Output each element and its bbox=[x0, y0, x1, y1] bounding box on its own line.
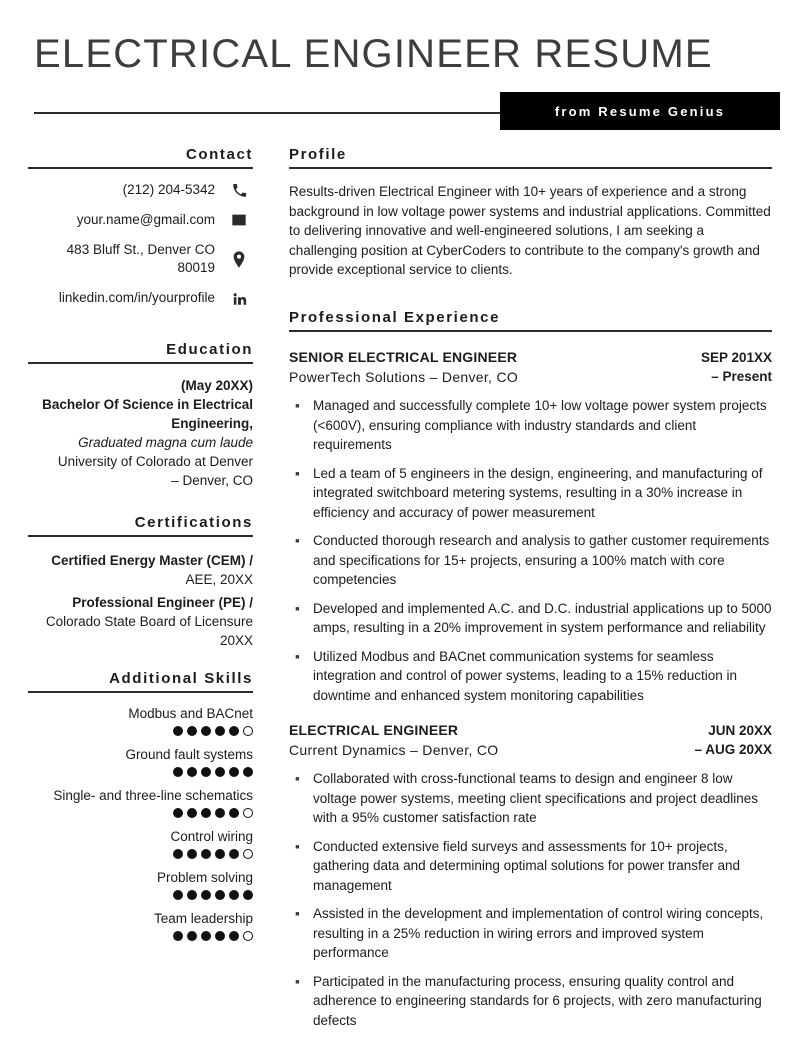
skill-rating bbox=[28, 849, 253, 859]
skill-dot-filled bbox=[173, 849, 183, 859]
skill-item bbox=[28, 828, 253, 859]
skill-label: Single- and three-line schematics bbox=[53, 788, 253, 803]
skills-list bbox=[28, 705, 253, 941]
bullet-square-icon: ▪ bbox=[295, 398, 300, 413]
bullet-square-icon: ▪ bbox=[295, 600, 300, 616]
skill-rating bbox=[28, 890, 253, 900]
skill-dot-filled bbox=[173, 890, 183, 900]
bullet-text: Conducted extensive field surveys and assessments for 10+ projects, gathering data and determining optimal solutions for power transfer and management bbox=[313, 838, 741, 893]
job-dates bbox=[680, 721, 772, 759]
contact-item-linkedin[interactable] bbox=[28, 289, 253, 307]
bullet-item bbox=[289, 904, 772, 963]
skill-dot-filled bbox=[201, 931, 211, 941]
education-heading: Education bbox=[28, 341, 253, 364]
skill-dot-empty bbox=[243, 808, 253, 818]
bullet-text: Developed and implemented A.C. and D.C. industrial applications up to 5000 amps, resulting in a 20% improvement in system performance and reliability bbox=[313, 600, 772, 635]
job-company: Current Dynamics – Denver, CO bbox=[289, 742, 499, 758]
experience-jobs bbox=[289, 348, 772, 1030]
education-location: – Denver, CO bbox=[171, 473, 253, 488]
skill-dot-filled bbox=[187, 726, 197, 736]
profile-heading: Profile bbox=[289, 146, 772, 169]
spacer bbox=[28, 654, 253, 670]
skill-dot-filled bbox=[229, 808, 239, 818]
skill-item bbox=[28, 869, 253, 900]
skill-rating bbox=[28, 767, 253, 777]
skill-dot-filled bbox=[187, 849, 197, 859]
profile-section bbox=[289, 146, 772, 280]
skill-dot-filled bbox=[187, 890, 197, 900]
job-date-end: – Present bbox=[711, 369, 772, 384]
skill-dot-filled bbox=[173, 726, 183, 736]
skill-label: Problem solving bbox=[156, 870, 253, 885]
education-section bbox=[28, 341, 253, 490]
bullet-item bbox=[289, 837, 772, 896]
experience-heading: Professional Experience bbox=[289, 309, 772, 332]
skill-dot-filled bbox=[201, 726, 211, 736]
bullet-text: Assisted in the development and implementation of control wiring concepts, resulting in a 25% reduction in wiring errors and improved system performance bbox=[313, 906, 764, 960]
bullet-square-icon: ▪ bbox=[295, 838, 300, 854]
certifications-list bbox=[28, 551, 253, 650]
skill-dot-filled bbox=[201, 767, 211, 777]
skill-dot-filled bbox=[215, 726, 225, 736]
linkedin-icon bbox=[225, 291, 253, 306]
bullet-text: Utilized Modbus and BACnet communication systems for seamless integration and control of power systems, leading to a 15% reduction in downtime and enhanced system monitoring capabilities bbox=[313, 648, 737, 703]
brand-badge bbox=[500, 92, 780, 130]
job-company: PowerTech Solutions – Denver, CO bbox=[289, 369, 519, 385]
contact-phone-value: (212) 204-5342 bbox=[122, 182, 215, 197]
brand-badge-label: from Resume Genius bbox=[554, 103, 726, 119]
location-pin-icon bbox=[225, 251, 253, 268]
contact-item-address[interactable] bbox=[28, 241, 253, 277]
contact-section bbox=[28, 146, 253, 307]
skill-dot-filled bbox=[173, 931, 183, 941]
bullet-text: Managed and successfully complete 10+ low voltage power system projects (<600V), ensuring compliance with industry standards and client requirements bbox=[313, 398, 767, 452]
contact-email-value: your.name@gmail.com bbox=[76, 212, 215, 227]
sidebar bbox=[28, 146, 253, 1039]
certification-issuer: Colorado State Board of Licensure 20XX bbox=[45, 614, 253, 648]
skill-dot-filled bbox=[173, 767, 183, 777]
certification-item bbox=[28, 593, 253, 650]
certification-name: Professional Engineer (PE) / bbox=[72, 595, 253, 610]
skill-dot-filled bbox=[187, 767, 197, 777]
skill-dot-filled bbox=[215, 890, 225, 900]
certification-name: Certified Energy Master (CEM) / bbox=[51, 553, 253, 568]
education-school: University of Colorado at Denver bbox=[57, 454, 253, 469]
job-dates bbox=[687, 348, 772, 386]
bullet-item bbox=[289, 972, 772, 1031]
experience-section bbox=[289, 309, 772, 1030]
education-degree: Bachelor Of Science in Electrical Engineering, bbox=[42, 397, 253, 431]
bullet-square-icon: ▪ bbox=[295, 465, 300, 481]
bullet-square-icon: ▪ bbox=[295, 648, 300, 664]
spacer bbox=[289, 293, 772, 309]
phone-icon bbox=[225, 183, 253, 198]
skill-dot-filled bbox=[215, 849, 225, 859]
bullet-text: Conducted thorough research and analysis to gather customer requirements and specifications for 15+ projects, ensuring a 100% match with core competencies bbox=[313, 533, 770, 587]
bullet-item bbox=[289, 531, 772, 590]
skill-dot-filled bbox=[229, 849, 239, 859]
skill-dot-filled bbox=[201, 808, 211, 818]
certification-item bbox=[28, 551, 253, 589]
skill-label: Modbus and BACnet bbox=[128, 706, 253, 721]
certification-issuer: AEE, 20XX bbox=[185, 572, 253, 587]
contact-linkedin-value: linkedin.com/in/yourprofile bbox=[58, 290, 215, 305]
bullet-item bbox=[289, 599, 772, 638]
job-date-start: SEP 201XX bbox=[700, 350, 772, 365]
bullet-text: Led a team of 5 engineers in the design, engineering, and manufacturing of integrated switchboard metering systems, resulting in a 30% increase in efficiency and accuracy of power measurement bbox=[313, 465, 763, 520]
skill-rating bbox=[28, 808, 253, 818]
skill-dot-filled bbox=[229, 931, 239, 941]
skill-dot-filled bbox=[173, 808, 183, 818]
skill-dot-filled bbox=[215, 767, 225, 777]
bullet-item bbox=[289, 647, 772, 706]
skill-label: Team leadership bbox=[153, 911, 253, 926]
skill-dot-filled bbox=[243, 767, 253, 777]
certifications-section bbox=[28, 514, 253, 650]
skill-dot-empty bbox=[243, 726, 253, 736]
skill-dot-empty bbox=[243, 849, 253, 859]
job-identity bbox=[289, 721, 680, 760]
job-bullets bbox=[289, 769, 772, 1030]
skill-dot-filled bbox=[187, 808, 197, 818]
header-rule-row bbox=[28, 92, 772, 134]
bullet-item bbox=[289, 464, 772, 523]
certifications-heading: Certifications bbox=[28, 514, 253, 537]
profile-text: Results-driven Electrical Engineer with 10+ years of experience and a strong background in low voltage power systems and industrial applications. Committed to delivering innovative and well-engineered solutions, I am seeking a challenging position at CyberCoders to contribute to the company's growth and provide exceptional service to clients. bbox=[289, 184, 771, 277]
envelope-icon bbox=[225, 212, 253, 228]
skill-dot-filled bbox=[215, 808, 225, 818]
page-title: ELECTRICAL ENGINEER RESUME bbox=[34, 32, 713, 76]
contact-heading: Contact bbox=[28, 146, 253, 169]
skills-heading: Additional Skills bbox=[28, 670, 253, 693]
job-entry bbox=[289, 721, 772, 1030]
bullet-square-icon: ▪ bbox=[295, 533, 300, 548]
skill-dot-filled bbox=[215, 931, 225, 941]
skill-rating bbox=[28, 931, 253, 941]
bullet-square-icon: ▪ bbox=[295, 906, 300, 921]
resume-header bbox=[28, 0, 772, 134]
skill-dot-filled bbox=[201, 890, 211, 900]
skill-label: Ground fault systems bbox=[125, 747, 253, 762]
bullet-square-icon: ▪ bbox=[295, 771, 300, 786]
spacer bbox=[28, 319, 253, 341]
job-title: SENIOR ELECTRICAL ENGINEER bbox=[289, 349, 518, 365]
skill-dot-filled bbox=[229, 726, 239, 736]
contact-address-value: 483 Bluff St., Denver CO 80019 bbox=[66, 242, 215, 275]
skill-item bbox=[28, 910, 253, 941]
contact-item-email[interactable] bbox=[28, 211, 253, 229]
skill-item bbox=[28, 746, 253, 777]
skill-rating bbox=[28, 726, 253, 736]
job-date-end: – AUG 20XX bbox=[694, 742, 772, 757]
skill-dot-filled bbox=[243, 890, 253, 900]
main-content bbox=[253, 146, 772, 1039]
skill-dot-filled bbox=[187, 931, 197, 941]
job-entry bbox=[289, 348, 772, 705]
contact-item-phone[interactable] bbox=[28, 181, 253, 199]
skill-item bbox=[28, 787, 253, 818]
education-date: (May 20XX) bbox=[180, 378, 253, 393]
skill-item bbox=[28, 705, 253, 736]
job-bullets bbox=[289, 396, 772, 705]
job-date-start: JUN 20XX bbox=[708, 723, 772, 738]
job-header bbox=[289, 721, 772, 760]
resume-body bbox=[28, 146, 772, 1039]
bullet-item bbox=[289, 769, 772, 828]
bullet-square-icon: ▪ bbox=[295, 973, 300, 989]
job-header bbox=[289, 348, 772, 387]
education-honors: Graduated magna cum laude bbox=[78, 435, 253, 450]
skill-label: Control wiring bbox=[170, 829, 253, 844]
skill-dot-filled bbox=[229, 767, 239, 777]
skill-dot-filled bbox=[229, 890, 239, 900]
education-entry bbox=[28, 376, 253, 490]
spacer bbox=[28, 492, 253, 514]
skill-dot-filled bbox=[201, 849, 211, 859]
bullet-text: Participated in the manufacturing process, ensuring quality control and adherence to engineering standards for 6 projects, with zero manufacturing defects bbox=[313, 973, 762, 1028]
bullet-text: Collaborated with cross-functional teams to design and engineer 8 low voltage power systems, meeting client specifications and project deadlines with a 95% customer satisfaction rate bbox=[313, 771, 758, 825]
skill-dot-empty bbox=[243, 931, 253, 941]
job-title: ELECTRICAL ENGINEER bbox=[289, 722, 459, 738]
job-identity bbox=[289, 348, 687, 387]
contact-list bbox=[28, 181, 253, 307]
skills-section bbox=[28, 670, 253, 941]
bullet-item bbox=[289, 396, 772, 455]
